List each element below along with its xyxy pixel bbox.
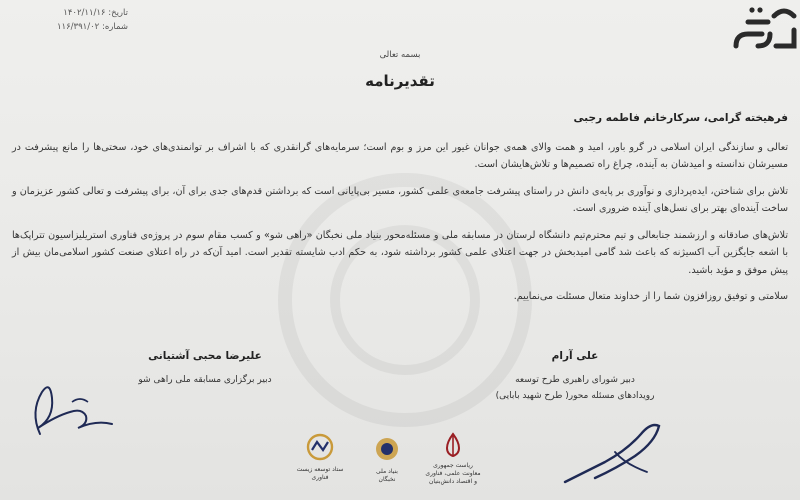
paragraph-4: سلامتی و توفیق روزافزون شما را از خداوند متعال مسئلت می‌نماییم. [513, 291, 788, 302]
letter-body [12, 110, 788, 315]
number-line: شماره: ۱۱۶/۳۹۱/۰۲ [56, 22, 128, 32]
paragraph-1: تعالی و سازندگی ایران اسلامی در گرو باور، امید و همت والای همه‌ی جوانان غیور این مرز و بوم است؛ سرمایه‌های گرانقدری که با اشراف بر توانمندی‌های خود، سختی‌ها را مانع پیشرفت در مسیرشان ندانسته و امیدشان به آینده، چراغ راه تصمیم‌ها و تلاش‌هایشان است. [12, 141, 788, 170]
paragraph-3: تلاش‌های صادقانه و ارزشمند جنابعالی و تیم محترم‌تیم دانشگاه لرستان در مسابقه ملی و مسئله‌محور بنیاد ملی نخبگان «راهی شو» و کسب مقام سوم در پروژه‌ی فناوری استریلیزاسیون تتراپک‌ها با اشعه جایگزین آب اکسیژنه که باعث شد گامی امیدبخش در جهت اعتلای علمی کشور برداشته شود، به حکم ادب شایسته تقدیر است. امید آن‌که در راه اعتلای صنعت کشور اسلامی‌مان بیش از پیش موفق و مؤید باشید. [12, 229, 788, 276]
bonyad-logo [367, 434, 407, 484]
setad-logo [295, 432, 345, 482]
setad-caption: ستاد توسعه زیست فناوری [296, 466, 344, 481]
date-line: تاریخ: ۱۴۰۲/۱۱/۱۶ [63, 8, 128, 18]
signatory-right [445, 350, 705, 404]
sponsor-logos [295, 432, 481, 492]
letter-meta [8, 6, 128, 34]
bonyad-caption: بنیاد ملی نخبگان [376, 468, 398, 483]
signatory-right-role-1: دبیر شورای راهبری طرح توسعه [515, 375, 635, 385]
setad-emblem-icon [303, 432, 337, 462]
bonyad-emblem-icon [372, 434, 402, 464]
riasat-caption: ریاست جمهوری [433, 462, 473, 469]
basmala-text: بسمه تعالی [379, 50, 421, 60]
paragraph-2: تلاش برای شناختن، ایده‌پردازی و نوآوری بر پایه‌ی دانش در راستای پیشرفت جامعه‌ی علمی کشور، مسیر بی‌پایانی است که برداشتن قدم‌های جدی برای آن، برای پیشرفت و تعالی کشور عزیزمان و ساخت آینده‌ای بهتر برای نسل‌های آینده ضروری است. [12, 185, 788, 214]
signatory-left-name: علیرضا محبی آشتیانی [148, 350, 262, 362]
greeting: فرهیخته گرامی، سرکارخانم فاطمه رجبی [573, 112, 788, 124]
riasat-sub-caption: معاونت علمی، فناوری و اقتصاد دانش‌بنیان [425, 470, 481, 485]
signatory-right-name: علی آرام [551, 350, 599, 362]
riasat-logo [425, 432, 481, 486]
signatory-left-role-1: دبیر برگزاری مسابقه ملی راهی شو [138, 375, 272, 385]
signatory-right-role-2: رویدادهای مسئله محور( طرح شهید بابایی) [495, 391, 655, 401]
signature-left-icon [22, 372, 117, 442]
iran-emblem-icon [441, 432, 465, 458]
page-title: تقدیرنامه [365, 72, 435, 90]
signature-right-icon [555, 412, 665, 492]
